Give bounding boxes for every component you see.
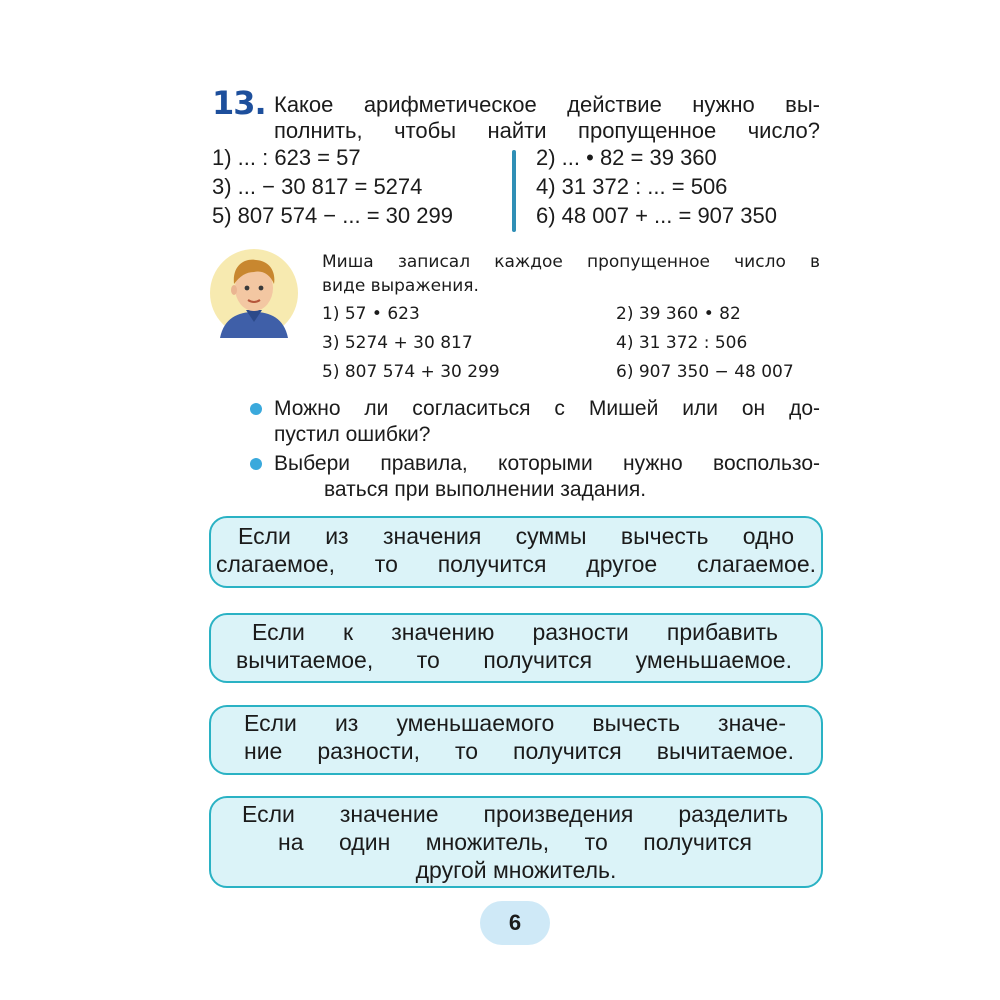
page-number: 6 <box>508 910 522 935</box>
misha-avatar <box>210 248 298 338</box>
task-expression-2: 2) ... • 82 = 39 360 <box>536 145 717 170</box>
rule-2-line-1: Если к значению разности прибавить <box>252 619 778 645</box>
rule-4-line-1: Если значение произведения разделить <box>242 801 788 827</box>
question-bullet-1 <box>250 403 262 415</box>
question-2-line-2: ваться при выполнении задания. <box>324 478 647 501</box>
task-question-line-2: полнить, чтобы найти пропущенное число? <box>274 118 820 143</box>
task-number: 13. <box>212 84 266 122</box>
misha-intro-line-1: Миша записал каждое пропущенное число в <box>322 252 820 272</box>
column-divider <box>512 150 516 232</box>
misha-expression-4: 4) 31 372 : 506 <box>616 333 748 353</box>
question-bullet-2 <box>250 458 262 470</box>
task-expression-1: 1) ... : 623 = 57 <box>212 145 361 170</box>
rule-4-line-2: на один множитель, то получится <box>278 829 752 855</box>
misha-expression-2: 2) 39 360 • 82 <box>616 304 741 324</box>
question-2-line-1: Выбери правила, которыми нужно воспользо- <box>274 452 820 475</box>
question-1-line-2: пустил ошибки? <box>274 423 431 446</box>
task-expression-3: 3) ... − 30 817 = 5274 <box>212 174 423 199</box>
page-number-badge <box>480 901 550 945</box>
rule-3-line-2: ние разности, то получится вычитаемое. <box>244 738 794 764</box>
rule-4-line-3: другой множитель. <box>415 857 617 883</box>
rule-1-line-1: Если из значения суммы вычесть одно <box>238 523 794 549</box>
task-question-line-1: Какое арифметическое действие нужно вы- <box>274 92 820 117</box>
task-expression-4: 4) 31 372 : ... = 506 <box>536 174 728 199</box>
misha-expression-1: 1) 57 • 623 <box>322 304 420 324</box>
misha-expression-5: 5) 807 574 + 30 299 <box>322 362 500 382</box>
misha-expression-6: 6) 907 350 − 48 007 <box>616 362 794 382</box>
misha-intro-line-2: виде выражения. <box>322 276 479 296</box>
misha-expression-3: 3) 5274 + 30 817 <box>322 333 473 353</box>
task-expression-6: 6) 48 007 + ... = 907 350 <box>536 203 777 228</box>
task-expression-5: 5) 807 574 − ... = 30 299 <box>212 203 453 228</box>
rule-1-line-2: слагаемое, то получится другое слагаемое. <box>216 551 816 577</box>
rule-2-line-2: вычитаемое, то получится уменьшаемое. <box>236 647 792 673</box>
question-1-line-1: Можно ли согласиться с Мишей или он до- <box>274 397 820 420</box>
rule-3-line-1: Если из уменьшаемого вычесть значе- <box>244 710 786 736</box>
